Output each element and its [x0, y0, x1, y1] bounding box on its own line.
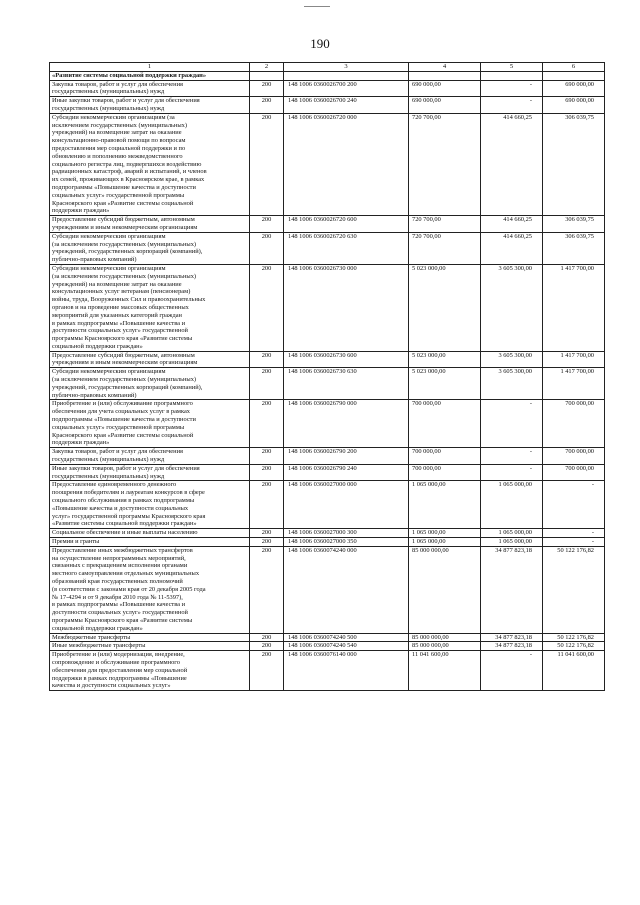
row-amount-cell: 1 065 000,00 [481, 481, 543, 529]
row-column2-cell: 200 [250, 400, 284, 448]
budget-table-body [50, 63, 605, 691]
row-column2-cell: 200 [250, 113, 284, 215]
table-row [50, 546, 605, 633]
table-row [50, 651, 605, 691]
row-name-cell: Приобретение и (или) обслуживание программного обеспечения для учета социальных услуг в рамках подпрограммы «Повышение качества и доступности социальных услуг» государственной программы Красноярского края «Развитие системы социальной поддержки граждан» [50, 400, 250, 448]
row-code-cell: 148 1006 0360026790 200 [284, 448, 409, 465]
row-name-cell: Закупка товаров, работ и услуг для обеспечения государственных (муниципальных) нужд [50, 80, 250, 97]
row-name-cell: Приобретение и (или) модернизация, внедрение, сопровождение и обслуживание программного обеспечения для предоставления мер социальной поддержки в рамках подпрограммы «Повышение качества и доступности социальных услуг» [50, 651, 250, 691]
table-row [50, 351, 605, 368]
row-code-cell: 148 1006 0360026720 600 [284, 216, 409, 233]
header-row [50, 63, 605, 72]
row-name-cell: Премии и гранты [50, 538, 250, 547]
row-amount-cell: 414 660,25 [481, 113, 543, 215]
row-column2-cell: 200 [250, 642, 284, 651]
row-amount-cell: 1 417 700,00 [543, 351, 605, 368]
page-number: 190 [310, 36, 330, 51]
table-row [50, 633, 605, 642]
row-amount-cell: 700 000,00 [409, 400, 481, 448]
table-row [50, 464, 605, 481]
row-amount-cell: 1 065 000,00 [409, 529, 481, 538]
row-column2-cell: 200 [250, 546, 284, 633]
table-row [50, 448, 605, 465]
row-amount-cell: - [481, 448, 543, 465]
row-column2-cell: 200 [250, 448, 284, 465]
row-amount-cell: - [481, 651, 543, 691]
row-code-cell: 148 1006 0360027000 000 [284, 481, 409, 529]
table-row [50, 113, 605, 215]
row-column2-cell: 200 [250, 651, 284, 691]
section-title: «Развитие системы социальной поддержки граждан» [50, 71, 250, 80]
row-code-cell: 148 1006 0360074240 500 [284, 633, 409, 642]
row-amount-cell: - [481, 80, 543, 97]
row-code-cell: 148 1006 0360026790 240 [284, 464, 409, 481]
table-row [50, 264, 605, 351]
row-amount-cell: 306 039,75 [543, 216, 605, 233]
row-amount-cell: - [543, 538, 605, 547]
row-amount-cell: 5 023 000,00 [409, 264, 481, 351]
row-amount-cell: 700 000,00 [543, 400, 605, 448]
row-amount-cell: 50 122 176,82 [543, 642, 605, 651]
table-row [50, 97, 605, 114]
row-name-cell: Субсидии некоммерческим организациям (за исключением государственных (муниципальных) учреждений) на возмещение затрат на оказание консультационно-правовой помощи по вопросам предоставления мер социальной поддержки и по обновлению и пополнению межведомственного социального регистра лиц, подвергшихся воздействию радиационных катастроф, аварий и испытаний, и членов их семей, проживающих в Красноярском крае, в рамках подпрограммы «Повышение качества и доступности социальных услуг» государственной программы Красноярского края «Развитие системы социальной поддержки граждан» [50, 113, 250, 215]
row-amount-cell: - [543, 481, 605, 529]
header-cell: 1 [50, 63, 250, 72]
row-amount-cell: - [543, 529, 605, 538]
row-code-cell: 148 1006 0360026730 600 [284, 351, 409, 368]
section-title-row [50, 71, 605, 80]
row-code-cell: 148 1006 0360026720 630 [284, 232, 409, 264]
table-row [50, 216, 605, 233]
row-name-cell: Предоставление субсидий бюджетным, автономным учреждениям и иным некоммерческим организациям [50, 216, 250, 233]
row-code-cell: 148 1006 0360026790 000 [284, 400, 409, 448]
row-column2-cell: 200 [250, 633, 284, 642]
row-amount-cell: - [481, 464, 543, 481]
row-amount-cell: 700 000,00 [543, 464, 605, 481]
row-amount-cell: 700 000,00 [409, 448, 481, 465]
row-name-cell: Иные закупки товаров, работ и услуг для обеспечения государственных (муниципальных) нужд [50, 97, 250, 114]
row-name-cell: Предоставление субсидий бюджетным, автономным учреждениям и иным некоммерческим организациям [50, 351, 250, 368]
scan-mark [304, 6, 330, 7]
row-column2-cell: 200 [250, 216, 284, 233]
row-column2-cell: 200 [250, 264, 284, 351]
header-cell: 2 [250, 63, 284, 72]
row-amount-cell: 414 660,25 [481, 232, 543, 264]
row-name-cell: Иные закупки товаров, работ и услуг для обеспечения государственных (муниципальных) нужд [50, 464, 250, 481]
row-amount-cell: 11 041 600,00 [409, 651, 481, 691]
row-code-cell: 148 1006 0360027000 300 [284, 529, 409, 538]
empty-cell [543, 71, 605, 80]
row-amount-cell: 690 000,00 [409, 80, 481, 97]
row-amount-cell: 1 065 000,00 [481, 538, 543, 547]
row-amount-cell: 306 039,75 [543, 113, 605, 215]
row-amount-cell: 720 700,00 [409, 232, 481, 264]
row-amount-cell: 414 660,25 [481, 216, 543, 233]
table-row [50, 529, 605, 538]
table-row [50, 481, 605, 529]
row-amount-cell: 34 877 823,18 [481, 642, 543, 651]
row-code-cell: 148 1006 0360026730 630 [284, 368, 409, 400]
empty-cell [284, 71, 409, 80]
row-code-cell: 148 1006 0360026700 240 [284, 97, 409, 114]
row-name-cell: Субсидии некоммерческим организациям (за исключением государственных (муниципальных) учреждений, государственных корпораций (компаний), публично-правовых компаний) [50, 368, 250, 400]
row-amount-cell: 1 417 700,00 [543, 264, 605, 351]
row-amount-cell: 690 000,00 [409, 97, 481, 114]
row-name-cell: Иные межбюджетные трансферты [50, 642, 250, 651]
row-amount-cell: 690 000,00 [543, 80, 605, 97]
table-row [50, 642, 605, 651]
row-amount-cell: 720 700,00 [409, 113, 481, 215]
row-column2-cell: 200 [250, 538, 284, 547]
table-row [50, 538, 605, 547]
row-amount-cell: 700 000,00 [409, 464, 481, 481]
header-cell: 6 [543, 63, 605, 72]
row-amount-cell: 1 065 000,00 [481, 529, 543, 538]
table-row [50, 400, 605, 448]
row-code-cell: 148 1006 0360074240 000 [284, 546, 409, 633]
row-amount-cell: - [481, 97, 543, 114]
row-amount-cell: 1 065 000,00 [409, 481, 481, 529]
row-amount-cell: 3 605 300,00 [481, 351, 543, 368]
row-name-cell: Субсидии некоммерческим организациям (за исключением государственных (муниципальных) учреждений, государственных корпораций (компаний), публично-правовых компаний) [50, 232, 250, 264]
row-amount-cell: 3 605 300,00 [481, 264, 543, 351]
row-column2-cell: 200 [250, 464, 284, 481]
row-column2-cell: 200 [250, 97, 284, 114]
empty-cell [250, 71, 284, 80]
row-amount-cell: 720 700,00 [409, 216, 481, 233]
header-cell: 5 [481, 63, 543, 72]
row-amount-cell: 34 877 823,18 [481, 633, 543, 642]
row-code-cell: 148 1006 0360074240 540 [284, 642, 409, 651]
row-name-cell: Предоставление иных межбюджетных трансфертов на осуществление непрограммных мероприятий, связанных с прекращением исполнения органами местного самоуправления отдельных муниципальных образований края государственных полномочий (в соответствии с законами края от 20 декабря 2005 года № 17-4294 и от 9 декабря 2010 года № 11-5397), в рамках подпрограммы «Повышение качества и доступности социальных услуг» государственной программы Красноярского края «Развитие системы социальной поддержки граждан» [50, 546, 250, 633]
row-code-cell: 148 1006 0360026720 000 [284, 113, 409, 215]
row-amount-cell: 50 122 176,82 [543, 633, 605, 642]
empty-cell [409, 71, 481, 80]
row-amount-cell: 85 000 000,00 [409, 633, 481, 642]
table-row [50, 80, 605, 97]
row-column2-cell: 200 [250, 232, 284, 264]
row-amount-cell: 3 605 300,00 [481, 368, 543, 400]
row-amount-cell: 306 039,75 [543, 232, 605, 264]
row-amount-cell: 85 000 000,00 [409, 546, 481, 633]
row-name-cell: Закупка товаров, работ и услуг для обеспечения государственных (муниципальных) нужд [50, 448, 250, 465]
row-amount-cell: - [481, 400, 543, 448]
row-code-cell: 148 1006 0360026700 200 [284, 80, 409, 97]
row-amount-cell: 1 417 700,00 [543, 368, 605, 400]
table-row [50, 368, 605, 400]
row-code-cell: 148 1006 0360076140 000 [284, 651, 409, 691]
row-column2-cell: 200 [250, 80, 284, 97]
empty-cell [481, 71, 543, 80]
row-amount-cell: 34 877 823,18 [481, 546, 543, 633]
row-amount-cell: 700 000,00 [543, 448, 605, 465]
row-amount-cell: 5 023 000,00 [409, 351, 481, 368]
row-column2-cell: 200 [250, 481, 284, 529]
row-column2-cell: 200 [250, 351, 284, 368]
budget-table [49, 62, 605, 691]
header-cell: 4 [409, 63, 481, 72]
row-name-cell: Предоставление единовременного денежного поощрения победителям и лауреатам конкурсов в сфере социального обслуживания в рамках подпрограммы «Повышение качества и доступности социальных услуг» государственной программы Красноярского края «Развитие системы социальной поддержки граждан» [50, 481, 250, 529]
table-row [50, 232, 605, 264]
row-name-cell: Межбюджетные трансферты [50, 633, 250, 642]
header-cell: 3 [284, 63, 409, 72]
row-amount-cell: 85 000 000,00 [409, 642, 481, 651]
row-code-cell: 148 1006 0360026730 000 [284, 264, 409, 351]
row-column2-cell: 200 [250, 368, 284, 400]
row-amount-cell: 690 000,00 [543, 97, 605, 114]
row-amount-cell: 5 023 000,00 [409, 368, 481, 400]
row-column2-cell: 200 [250, 529, 284, 538]
row-amount-cell: 11 041 600,00 [543, 651, 605, 691]
row-amount-cell: 50 122 176,82 [543, 546, 605, 633]
row-amount-cell: 1 065 000,00 [409, 538, 481, 547]
row-code-cell: 148 1006 0360027000 350 [284, 538, 409, 547]
row-name-cell: Социальное обеспечение и иные выплаты населению [50, 529, 250, 538]
row-name-cell: Субсидии некоммерческим организациям (за исключением государственных (муниципальных) учреждений) на возмещение затрат на оказание консультационных услуг ветеранам (пенсионерам) войны, труда, Вооруженных Сил и правоохранительных органов и на проведение массовых общественных мероприятий для указанных категорий граждан в рамках подпрограммы «Повышение качества и доступности социальных услуг» государственной программы Красноярского края «Развитие системы социальной поддержки граждан» [50, 264, 250, 351]
